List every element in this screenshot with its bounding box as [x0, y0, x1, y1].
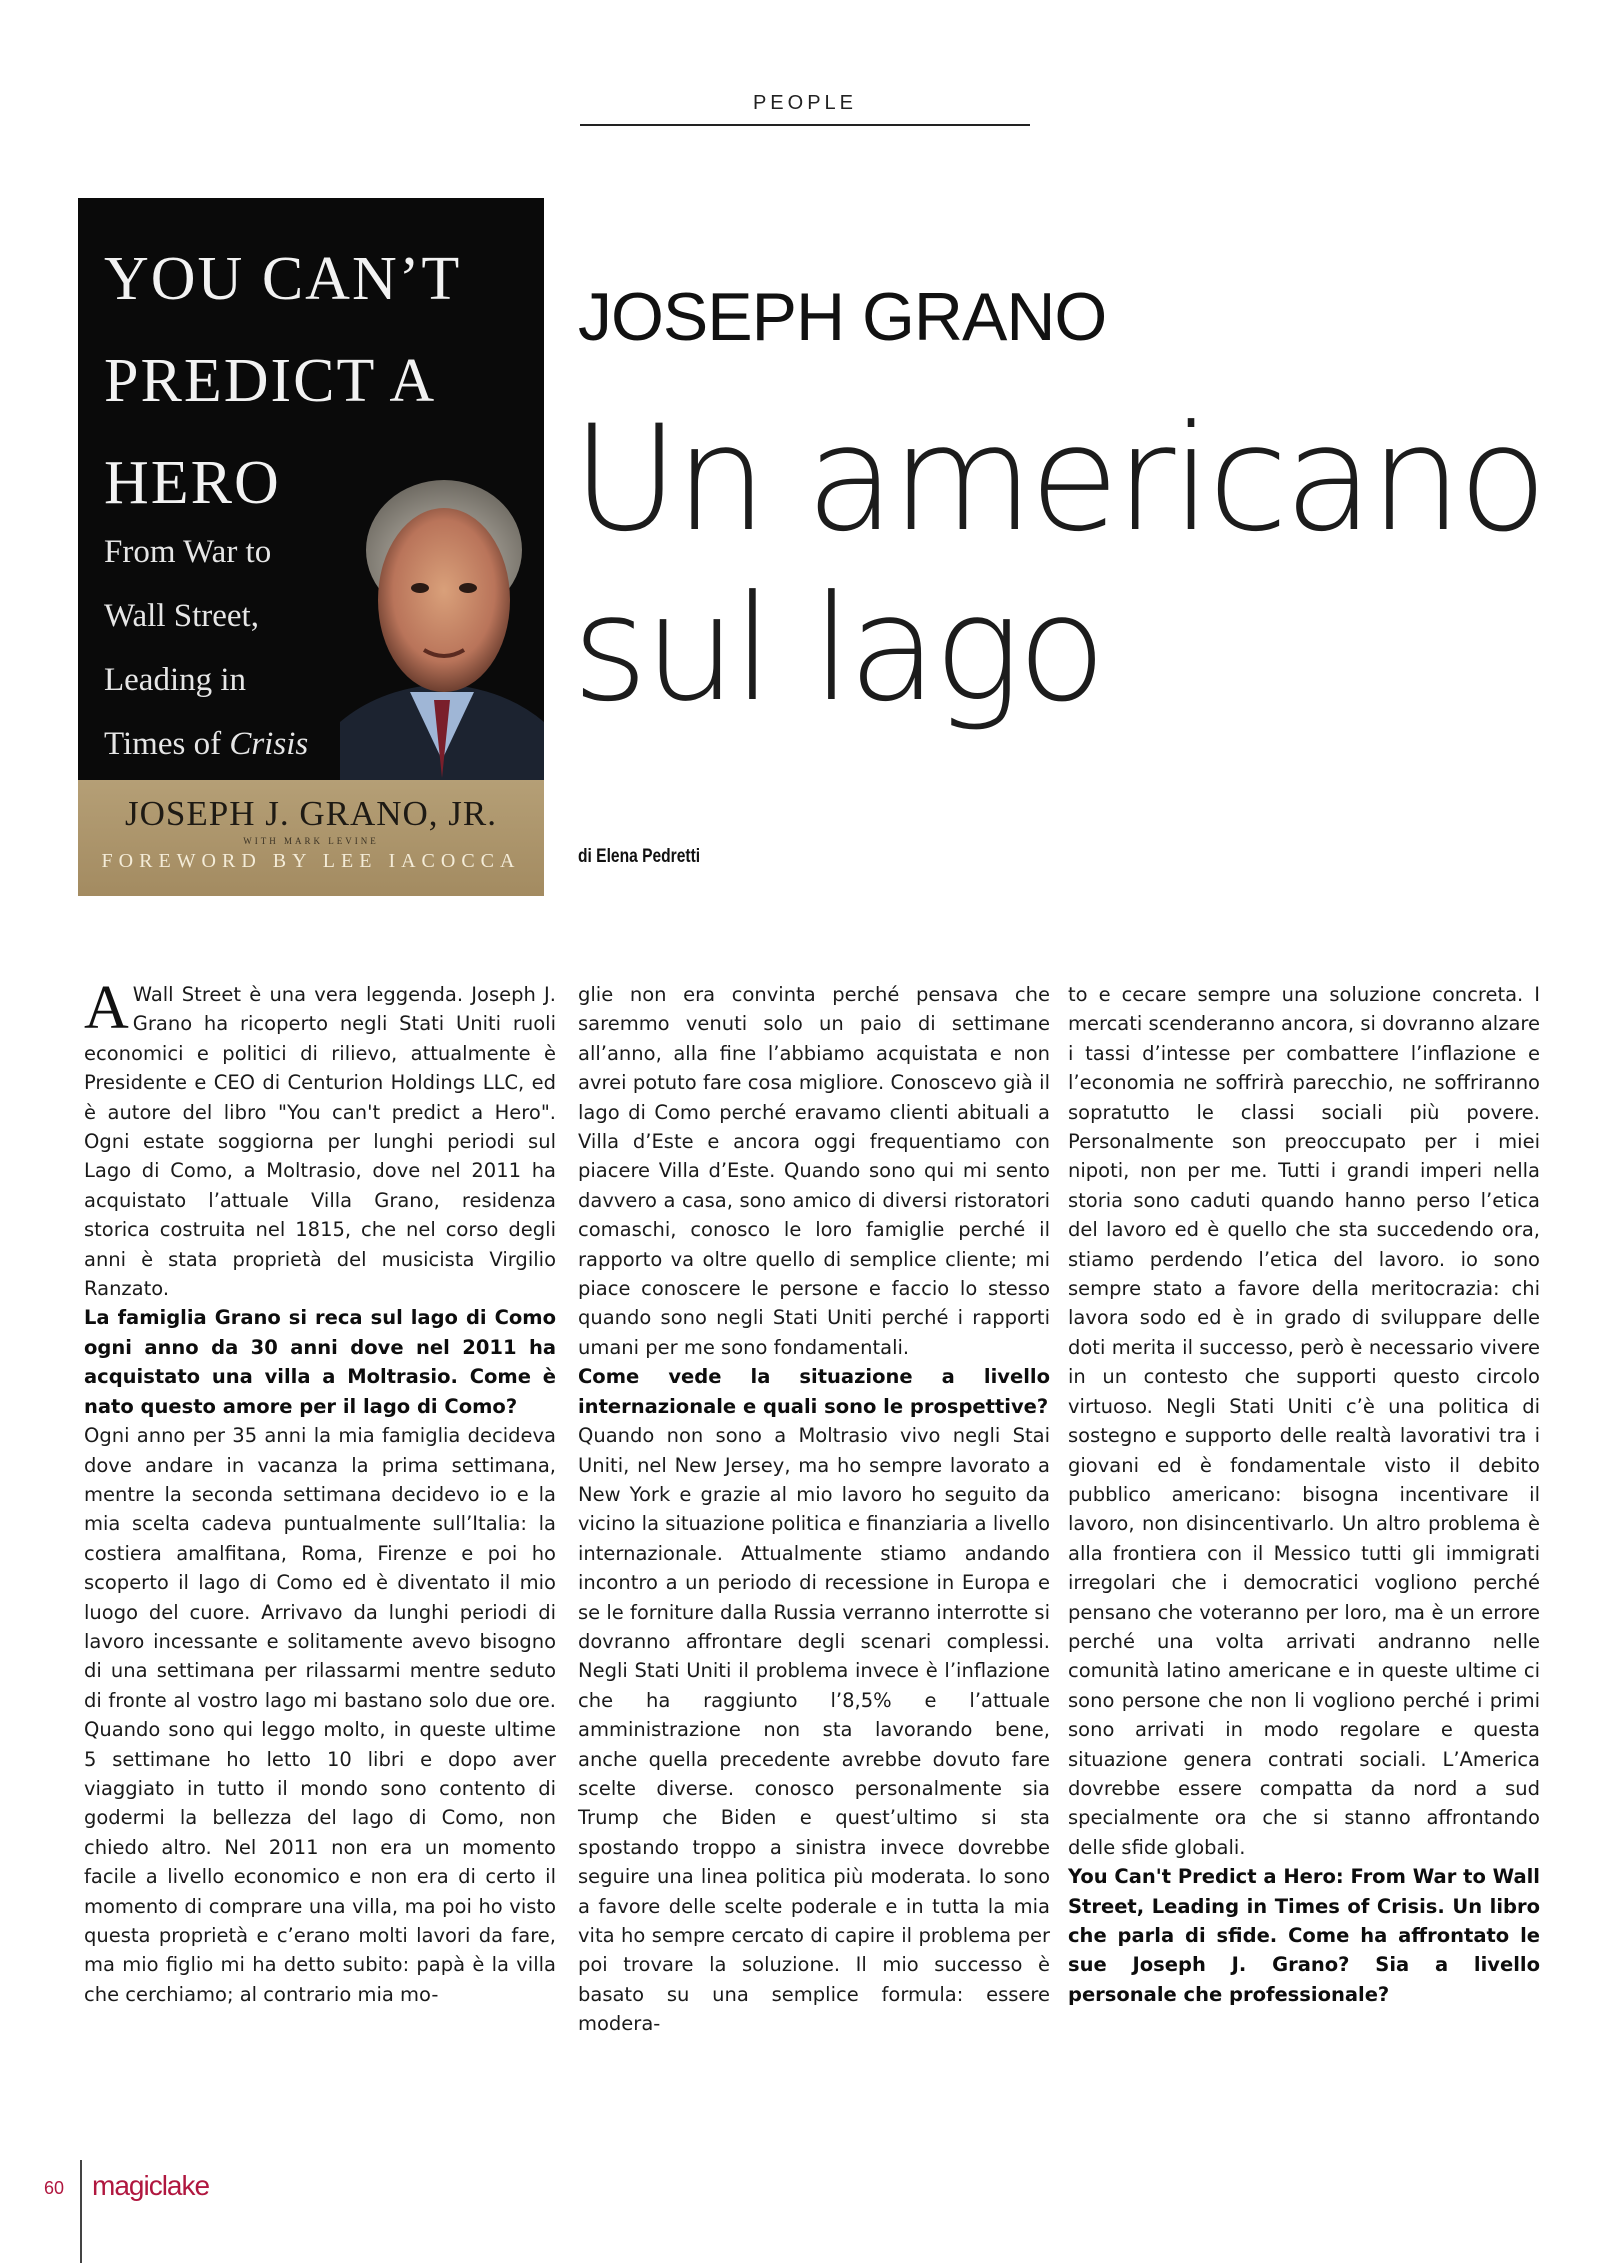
article-column-3 — [1068, 980, 1540, 2009]
article-column-2 — [578, 980, 1050, 2039]
headline-line: Un americano — [572, 394, 1544, 564]
byline: di Elena Pedretti — [578, 846, 701, 867]
book-subtitle-line: Times of Crisis — [104, 726, 309, 762]
author-portrait — [340, 460, 544, 780]
magazine-logo: magiclake — [92, 2170, 210, 2201]
section-label: PEOPLE — [752, 92, 858, 114]
book-cover-image — [78, 198, 544, 896]
book-author: JOSEPH J. GRANO, JR. — [124, 794, 498, 833]
book-title-line: YOU CAN’T — [104, 245, 462, 313]
byline-author: Elena Pedretti — [596, 846, 701, 867]
paragraph: to e cecare sempre una soluzione concreta. I mercati scenderanno ancora, si dovranno alzare i tassi d’intesse per combattere l’inflazione e l’economia ne soffrirà parecchio, ne soffriranno sopratutto le classi sociali più povere. Personalmente son preoccupato per i miei nipoti, non per me. Tutti i grandi imperi nella storia sono caduti quando hanno perso l’etica del lavoro ed è quello che sta succedendo ora, stiamo perdendo l’etica del lavoro. io sono sempre stato a favore della meritocrazia: chi lavora sodo ed è in grado di sviluppare delle doti merita il successo, però è necessario vivere in un contesto che supporti questo circolo virtuoso. Negli Stati Uniti c’è una politica di sostegno e supporto delle realtà lavorativi tra i giovani ed è fondamentale visto il debito pubblico americano: bisogna incentivare il lavoro, non disincentivarlo. Un altro problema è alla frontiera con il Messico tutti gli immigrati irregolari che i democratici vogliono perché pensano che voteranno per loro, ma è un errore perché una volta arrivati andranno nelle comunità latino americane e in queste ultime ci sono persone che non li vogliono perché i primi sono arrivati in modo regolare e questa situazione genera contrati sociali. L’America dovrebbe essere compatta da nord a sud specialmente ora che si stanno affrontando delle sfide globali. — [1068, 983, 1540, 1859]
book-subtitle-line: Leading in — [104, 662, 247, 698]
book-title-line: PREDICT A — [104, 347, 437, 415]
page-number: 60 — [44, 2178, 65, 2198]
book-title-line: HERO — [104, 449, 281, 517]
book-subtitle-line: From War to — [104, 534, 272, 570]
paragraph: Ogni anno per 35 anni la mia famiglia decideva dove andare in vacanza la prima settimana, mentre la seconda settimana decidevo io e la mia scelta cadeva puntualmente sull’Italia: la costiera amalfitana, Roma, Firenze e poi ho scoperto il lago di Como ed è diventato il mio luogo del cuore. Arrivavo da lunghi periodi di lavoro incessante e solitamente avevo bisogno di una settimana per rilassarmi mentre seduto di fronte al vostro lago mi bastano solo due ore. Quando sono qui leggo molto, in queste ultime 5 settimane ho letto 10 libri e dopo aver viaggiato in tutto il mondo sono contento di godermi la bellezza del lago di Como, non chiedo altro. Nel 2011 non era un momento facile a livello economico e non era di certo il momento di comprare una villa, ma poi ho visto questa proprietà e c’erano molti lavori da fare, ma mio figlio mi ha detto subito: papà è la villa che cerchiamo; al contrario mia mo- — [84, 1424, 556, 2006]
book-subtitle-line: Wall Street, — [104, 598, 259, 634]
paragraph: A Wall Street è una vera leggenda. Joseph J. Grano ha ricoperto negli Stati Uniti ruoli economici e politici di rilievo, attualmente è Presidente e CEO di Centurion Holdings LLC, ed è autore del libro "You can't predict a Hero". Ogni estate soggiorna per lunghi periodi sul Lago di Como, a Moltrasio, dove nel 2011 ha acquistato l’attuale Villa Grano, residenza storica costruita nel 1815, che nel corso degli anni è stata proprietà del musicista Virgilio Ranzato. — [84, 974, 556, 1301]
drop-cap: A — [84, 974, 129, 1042]
interview-question: Come vede la situazione a livello internazionale e quali sono le prospettive? — [578, 1365, 1050, 1418]
article-headline — [572, 394, 1552, 734]
paragraph: Quando non sono a Moltrasio vivo negli Stai Uniti, nel New Jersey, ma ho sempre lavorato a New York e grazie al mio lavoro ho seguito da vicino la situazione politica e finanziaria a livello internazionale. Attualmente stiamo andando incontro a un periodo di recessione in Europa e se le forniture dalla Russia verranno interrotte si dovranno affrontare degli scenari complessi. Negli Stati Uniti il problema invece è l’inflazione che ha raggiunto l’8,5% e l’attuale amministrazione non sta lavorando bene, anche quella precedente avrebbe dovuto fare scelte diverse. conosco personalmente sia Trump che Biden e quest’ultimo si sta spostando troppo a sinistra invece dovrebbe seguire una linea politica più moderata. Io sono a favore delle scelte poderale e in tutta la mia vita ho sempre cercato di capire il problema per poi trovare la soluzione. Il mio successo è basato su una semplice formula: essere modera- — [578, 1424, 1050, 2036]
paragraph: glie non era convinta perché pensava che saremmo venuti solo un paio di settimane all’anno, alla fine l’abbiamo acquistata e non avrei potuto fare cosa migliore. Conoscevo già il lago di Como perché eravamo clienti abituali a Villa d’Este e ancora oggi frequentiamo con piacere Villa d’Este. Quando sono qui mi sento davvero a casa, sono amico di diversi ristoratori comaschi, conosco le loro famiglie perché il rapporto va oltre quello di semplice cliente; mi piace conoscere le persone e faccio lo stesso quando sono negli Stati Uniti perché i rapporti umani per me sono fondamentali. — [578, 983, 1050, 1359]
article-subject-name: JOSEPH GRANO — [578, 279, 1107, 355]
book-subtitle-italic: Crisis — [229, 726, 309, 762]
book-author-band — [78, 780, 544, 896]
book-coauthor: WITH MARK LEVINE — [243, 836, 379, 846]
article-column-1 — [84, 974, 556, 2009]
headline-line: sul lago — [572, 564, 1103, 734]
interview-question: You Can't Predict a Hero: From War to Wall Street, Leading in Times of Crisis. Un libro che parla di sfide. Come ha affrontato le sue Joseph J. Grano? Sia a livello personale che professionale? — [1068, 1865, 1540, 2006]
book-subtitle — [104, 520, 344, 776]
book-foreword: FOREWORD BY LEE IACOCCA — [101, 850, 521, 872]
interview-question: La famiglia Grano si reca sul lago di Como ogni anno da 30 anni dove nel 2011 ha acquistato una villa a Moltrasio. Come è nato questo amore per il lago di Como? — [84, 1306, 556, 1418]
section-rule — [580, 124, 1030, 126]
footer-divider — [80, 2160, 82, 2263]
